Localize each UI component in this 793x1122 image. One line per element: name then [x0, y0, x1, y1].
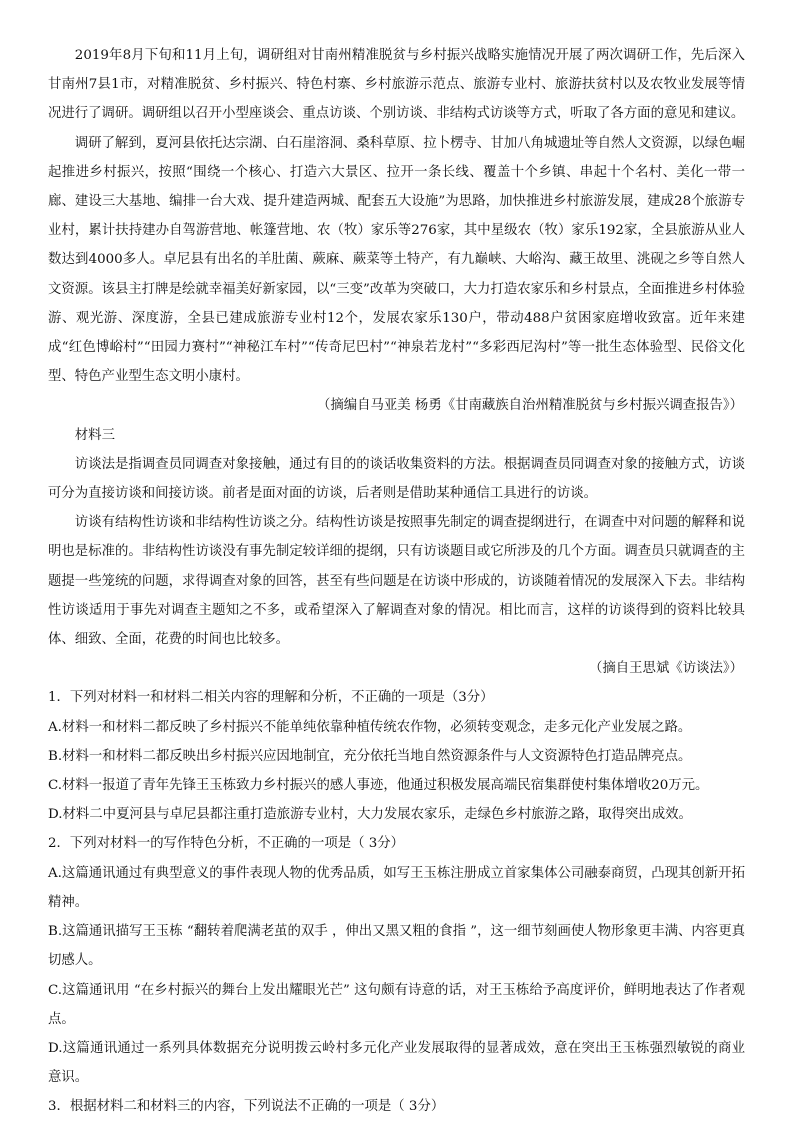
- question-2-stem: 2．下列对材料一的写作特色分析，不正确的一项是（ 3分）: [48, 836, 405, 852]
- question-2-option-b: B.这篇通讯描写王玉栋 “翻转着爬满老茧的双手 ，伸出又黑又粗的食指 ”，这一细节刻画使人物形象更丰满、内容更真切感人。: [48, 924, 745, 969]
- material2-source: （摘编自马亚美 杨勇《甘南藏族自治州精准脱贫与乡村振兴调查报告》）: [316, 398, 743, 414]
- question-1-option-c: C.材料一报道了青年先锋王玉栋致力乡村振兴的感人事迹，他通过积极发展高端民宿集群使村集体增收20万元。: [48, 778, 709, 794]
- question-1-stem: 1．下列对材料一和材料二相关内容的理解和分析，不正确的一项是（3分）: [48, 690, 494, 706]
- material3-heading: 材料三: [74, 427, 115, 443]
- question-2-option-a: A.这篇通讯通过有典型意义的事件表现人物的优秀品质，如写王玉栋注册成立首家集体公司融泰商贸，凸现其创新开拓精神。: [48, 865, 745, 910]
- material3-paragraph-1: 访谈法是指调查员同调查对象接触，通过有目的的谈话收集资料的方法。根据调查员同调查对象的接触方式，访谈可分为直接访谈和间接访谈。前者是面对面的访谈，后者则是借助某种通信工具进行的访谈。: [48, 456, 745, 502]
- question-1-option-d: D.材料二中夏河县与卓尼县都注重打造旅游专业村，大力发展农家乐，走绿色乡村旅游之路，取得突出成效。: [48, 807, 692, 823]
- material3-source: （摘自王思斌《访谈法》）: [589, 661, 743, 677]
- question-3-stem: 3．根据材料二和材料三的内容，下列说法不正确的一项是（ 3分）: [48, 1099, 445, 1115]
- material2-paragraph-2: 调研了解到，夏河县依托达宗湖、白石崖溶洞、桑科草原、拉卜楞寺、甘加八角城遗址等自然人文资源，以绿色崛起推进乡村振兴，按照“围绕一个核心、打造六大景区、拉开一条长线、覆盖十个乡镇、串起十个名村、美化一带一廊、建设三大基地、编排一台大戏、提升建造两城、配套五大设施”为思路，加快推进乡村旅游发展，建成28个旅游专业村，累计扶持建办自驾游营地、帐篷营地、农（牧）家乐等276家，其中星级农（牧）家乐192家，全县旅游从业人数达到4000多人。卓尼县有出名的羊肚菌、蕨麻、蕨菜等土特产，有九巅峡、大峪沟、藏王故里、洮砚之乡等自然人文资源。该县主打牌是绘就幸福美好新家园，以“三变”改革为突破口，大力打造农家乐和乡村景点，全面推进乡村体验游、观光游、深度游，全县已建成旅游专业村12个，发展农家乐130户，带动488户贫困家庭增收致富。近年来建成“红色博峪村”“田园力赛村”“神秘江车村”“传奇尼巴村”“神泉若龙村”“多彩西尼沟村”等一批生态体验型、民俗文化型、特色产业型生态文明小康村。: [48, 135, 745, 385]
- material3-paragraph-2: 访谈有结构性访谈和非结构性访谈之分。结构性访谈是按照事先制定的调查提纲进行，在调查中对问题的解释和说明也是标准的。非结构性访谈没有事先制定较详细的提纲，只有访谈题目或它所涉及的几个方面。调查员只就调查的主题提一些笼统的问题，求得调查对象的回答，甚至有些问题是在访谈中形成的，访谈随着情况的发展深入下去。非结构性访谈适用于事先对调查主题知之不多，或希望深入了解调查对象的情况。相比而言，这样的访谈得到的资料比较具体、细致、全面，花费的时间也比较多。: [48, 515, 745, 648]
- question-1-option-b: B.材料一和材料二都反映出乡村振兴应因地制宜，充分依托当地自然资源条件与人文资源特色打造品牌亮点。: [48, 748, 692, 764]
- question-2-option-d: D.这篇通讯通过一系列具体数据充分说明拨云岭村多元化产业发展取得的显著成效，意在突出王玉栋强烈敏锐的商业意识。: [48, 1040, 745, 1086]
- material2-paragraph-1: 2019年8月下旬和11月上旬，调研组对甘南州精准脱贫与乡村振兴战略实施情况开展了两次调研工作，先后深入甘南州7县1市，对精准脱贫、乡村振兴、特色村寨、乡村旅游示范点、旅游专业村、旅游扶贫村以及农牧业发展等情况进行了调研。调研组以召开小型座谈会、重点访谈、个别访谈、非结构式访谈等方式，听取了各方面的意见和建议。: [48, 48, 745, 122]
- question-1-option-a: A.材料一和材料二都反映了乡村振兴不能单纯依靠种植传统农作物，必须转变观念，走多元化产业发展之路。: [48, 719, 692, 735]
- question-2-option-c: C.这篇通讯用 “在乡村振兴的舞台上发出耀眼光芒” 这句颇有诗意的话，对王玉栋给予高度评价，鲜明地表达了作者观点。: [48, 982, 745, 1027]
